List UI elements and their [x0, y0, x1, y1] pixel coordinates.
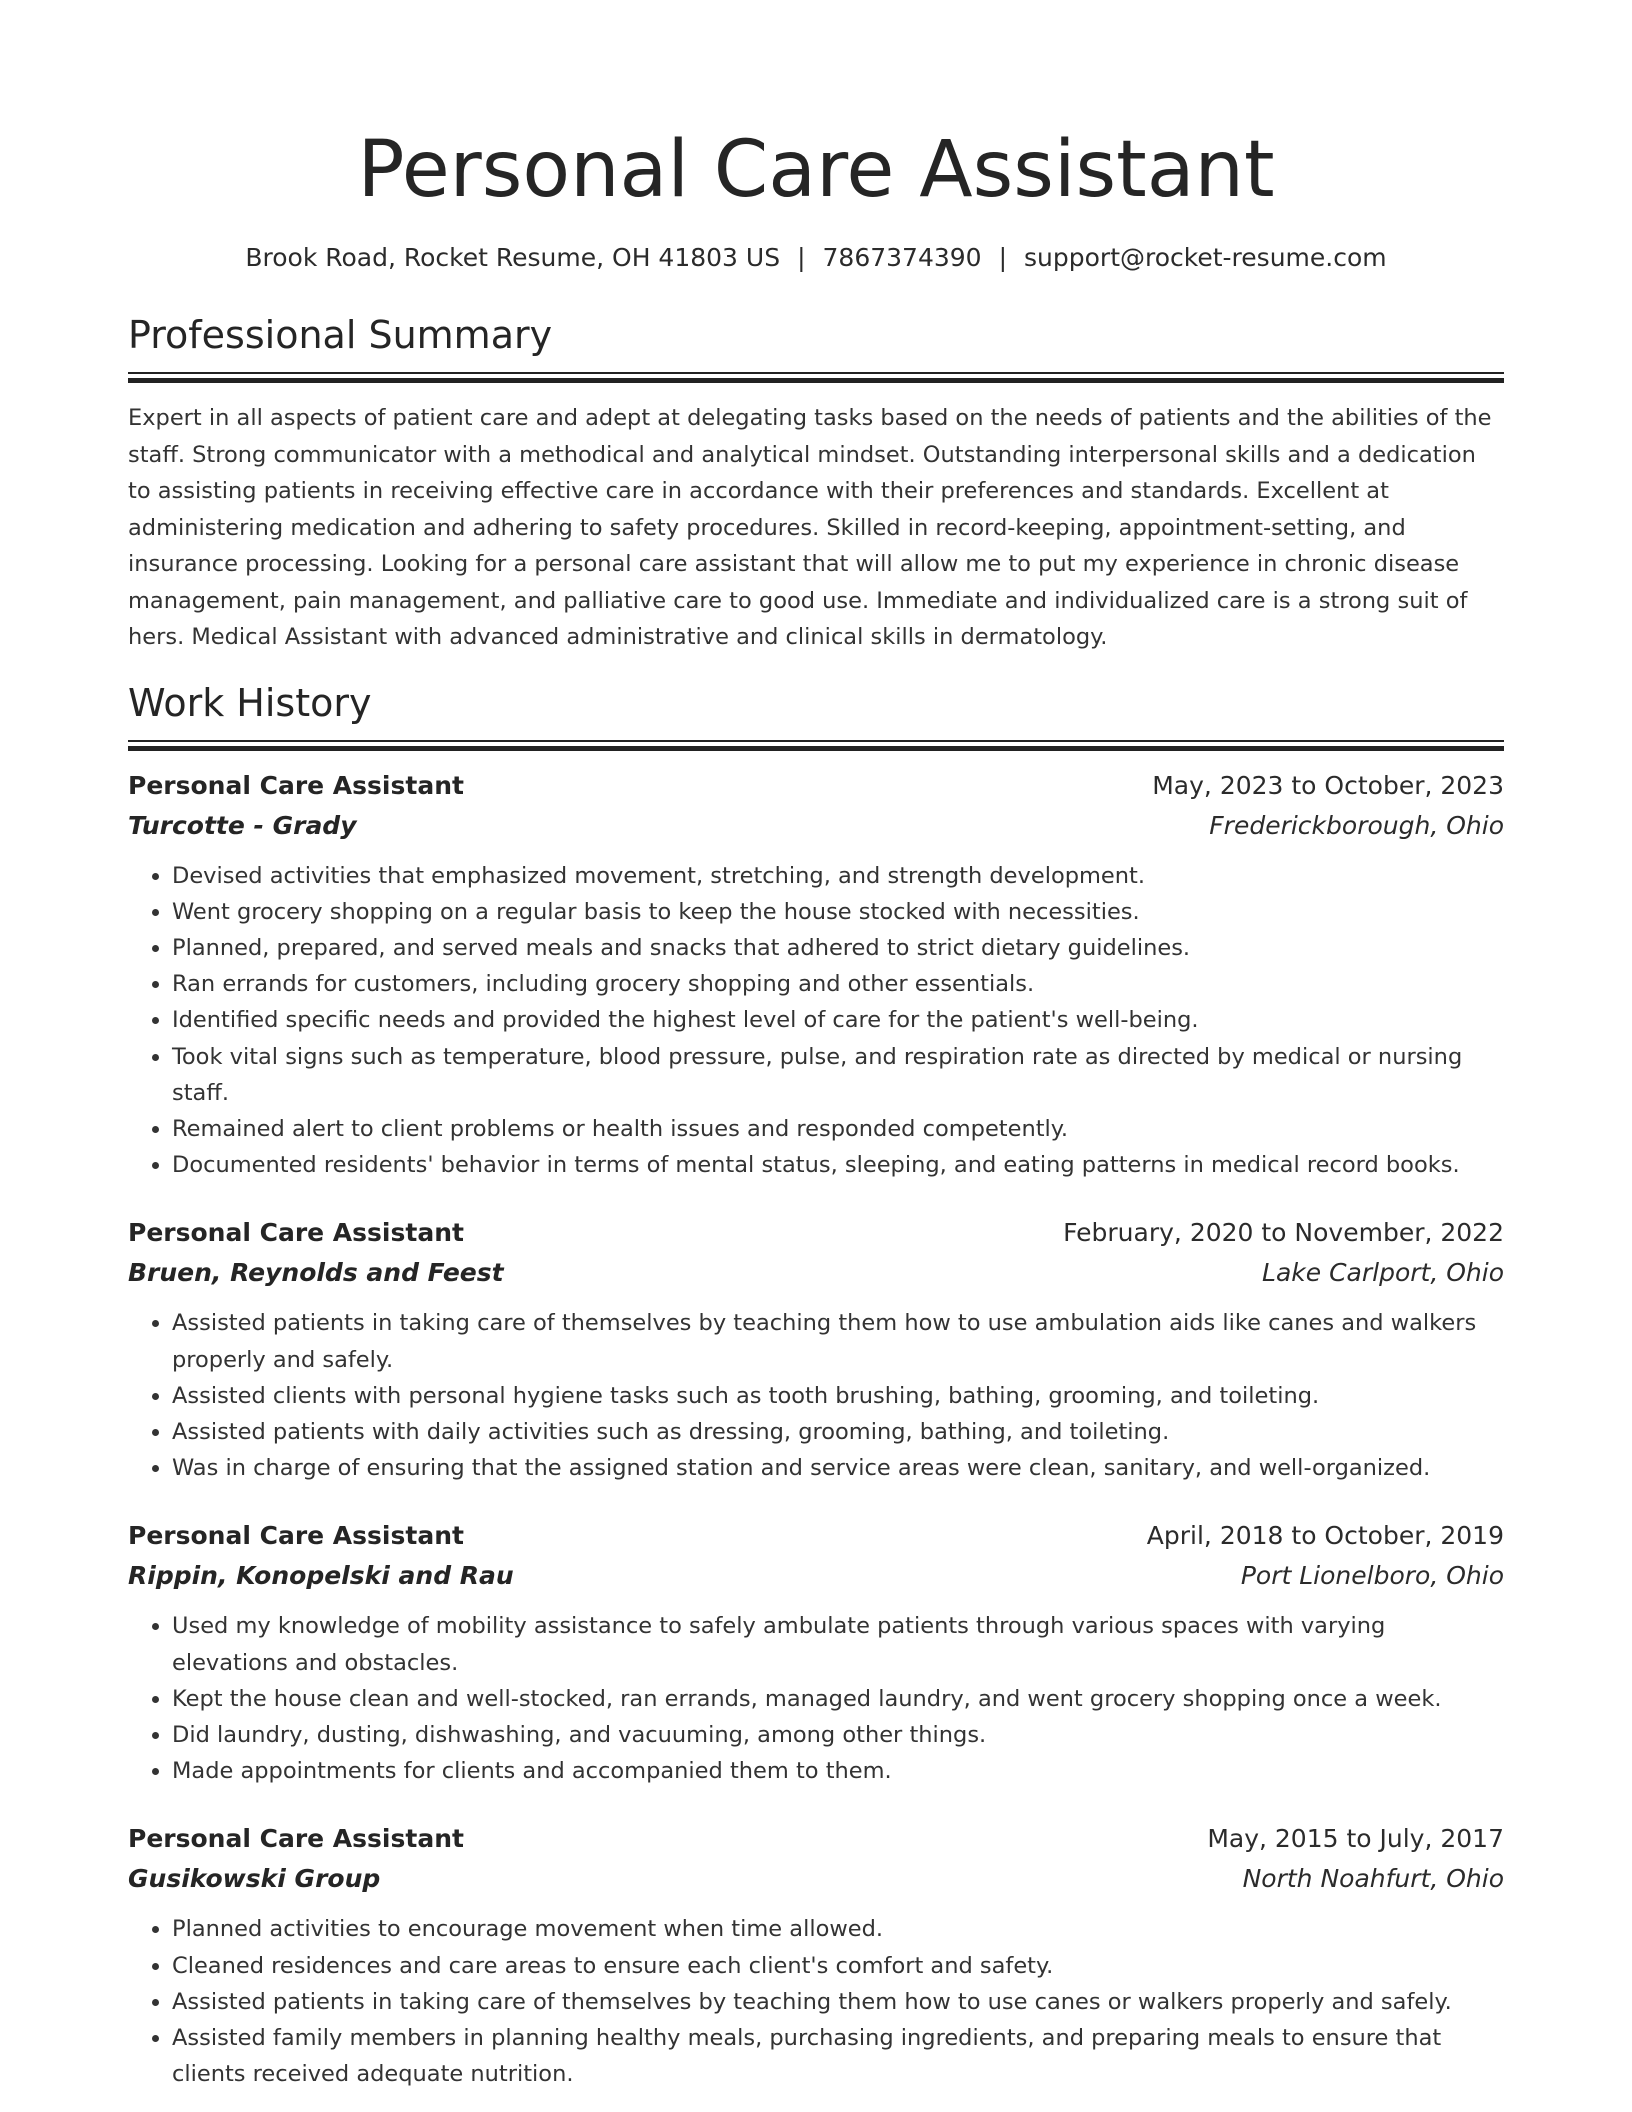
email: support@rocket-resume.com — [1024, 243, 1387, 272]
job-header-row — [128, 766, 1504, 806]
job-bullet: • Assisted clients with personal hygiene tasks such as tooth brushing, bathing, grooming, and toileting. — [172, 1378, 1504, 1414]
job-bullet: • Remained alert to client problems or health issues and responded competently. — [172, 1111, 1504, 1147]
job-company: Rippin, Konopelski and Rau — [128, 1561, 514, 1591]
job-bullet: • Did laundry, dusting, dishwashing, and vacuuming, among other things. — [172, 1717, 1504, 1753]
job-header-row — [128, 1213, 1504, 1253]
job-location: Lake Carlport, Ohio — [1262, 1258, 1504, 1288]
job-dates: May, 2015 to July, 2017 — [1207, 1824, 1504, 1854]
job-entry — [128, 1516, 1504, 1789]
address: Brook Road, Rocket Resume, OH 41803 US — [245, 243, 781, 272]
job-bullet: • Made appointments for clients and accompanied them to them. — [172, 1753, 1504, 1789]
job-bullet: • Went grocery shopping on a regular basis to keep the house stocked with necessities. — [172, 894, 1504, 930]
job-title: Personal Care Assistant — [128, 1218, 464, 1248]
candidate-name: Personal Care Assistant — [357, 125, 1275, 215]
job-entry — [128, 1213, 1504, 1486]
job-entry — [128, 766, 1504, 1184]
job-bullets — [128, 1305, 1504, 1486]
job-title: Personal Care Assistant — [128, 1824, 464, 1854]
job-location: Frederickborough, Ohio — [1209, 810, 1504, 840]
job-bullet: • Was in charge of ensuring that the assigned station and service areas were clean, sanitary, and well-organized. — [172, 1450, 1504, 1486]
job-bullet: • Planned activities to encourage movement when time allowed. — [172, 1911, 1504, 1947]
job-company-row — [128, 1253, 1504, 1293]
job-bullet: • Documented residents' behavior in terms of mental status, sleeping, and eating patterns in medical record books. — [172, 1147, 1504, 1183]
job-bullet: • Cleaned residences and care areas to ensure each client's comfort and safety. — [172, 1948, 1504, 1984]
job-bullet: • Identified specific needs and provided the highest level of care for the patient's well-being. — [172, 1002, 1504, 1038]
resume-page — [128, 0, 1504, 2092]
job-header-row — [128, 1516, 1504, 1556]
section-divider — [128, 740, 1504, 750]
job-dates: May, 2023 to October, 2023 — [1152, 770, 1504, 800]
section-title-work-history: Work History — [128, 680, 372, 725]
job-bullet: • Assisted patients with daily activities such as dressing, grooming, bathing, and toileting. — [172, 1414, 1504, 1450]
summary-text: Expert in all aspects of patient care and adept at delegating tasks based on the needs of patients and the abilities of the staff. Strong communicator with a methodical and analytical mindset. Outstanding interpersonal skills and a dedication to assisting patients in receiving effective care in accordance with their preferences and standards. Excellent at administering medication and adhering to safety procedures. Skilled in record-keeping, appointment-setting, and insurance processing. Looking for a personal care assistant that will allow me to put my experience in chronic disease management, pain management, and palliative care to good use. Immediate and individualized care is a strong suit of hers. Medical Assistant with advanced administrative and clinical skills in dermatology. — [128, 405, 1492, 650]
section-divider — [128, 372, 1504, 382]
job-entry — [128, 1819, 1504, 2092]
contact-separator: | — [998, 243, 1008, 272]
job-company-row — [128, 1556, 1504, 1596]
job-bullets — [128, 858, 1504, 1184]
job-bullet: • Assisted patients in taking care of themselves by teaching them how to use ambulation aids like canes and walkers properly and safely. — [172, 1305, 1504, 1377]
job-location: North Noahfurt, Ohio — [1242, 1864, 1504, 1894]
contact-separator: | — [797, 243, 806, 272]
job-title: Personal Care Assistant — [128, 1521, 464, 1551]
job-title: Personal Care Assistant — [128, 770, 464, 800]
job-bullets — [128, 1608, 1504, 1789]
job-bullets — [128, 1911, 1504, 2092]
job-company: Gusikowski Group — [128, 1864, 381, 1894]
contact-line — [128, 240, 1504, 276]
job-company-row — [128, 1859, 1504, 1899]
job-bullet: • Ran errands for customers, including grocery shopping and other essentials. — [172, 966, 1504, 1002]
job-bullet: • Assisted patients in taking care of themselves by teaching them how to use canes or walkers properly and safely. — [172, 1984, 1504, 2020]
job-header-row — [128, 1819, 1504, 1859]
job-bullet: • Assisted family members in planning healthy meals, purchasing ingredients, and preparing meals to ensure that clients received adequate nutrition. — [172, 2020, 1504, 2092]
section-title-summary: Professional Summary — [128, 313, 553, 357]
job-bullet: • Took vital signs such as temperature, blood pressure, pulse, and respiration rate as directed by medical or nursing staff. — [172, 1039, 1504, 1111]
job-location: Port Lionelboro, Ohio — [1240, 1561, 1504, 1591]
job-dates: April, 2018 to October, 2019 — [1146, 1521, 1504, 1551]
job-bullet: • Devised activities that emphasized movement, stretching, and strength development. — [172, 858, 1504, 894]
phone: 7867374390 — [822, 243, 982, 272]
job-company: Turcotte - Grady — [128, 810, 357, 840]
job-bullet: • Planned, prepared, and served meals and snacks that adhered to strict dietary guidelines. — [172, 930, 1504, 966]
job-dates: February, 2020 to November, 2022 — [1063, 1218, 1504, 1248]
job-company-row — [128, 806, 1504, 846]
job-company: Bruen, Reynolds and Feest — [128, 1258, 504, 1288]
job-bullet: • Kept the house clean and well-stocked, ran errands, managed laundry, and went grocery shopping once a week. — [172, 1681, 1504, 1717]
job-bullet: • Used my knowledge of mobility assistance to safely ambulate patients through various spaces with varying elevations and obstacles. — [172, 1608, 1504, 1680]
